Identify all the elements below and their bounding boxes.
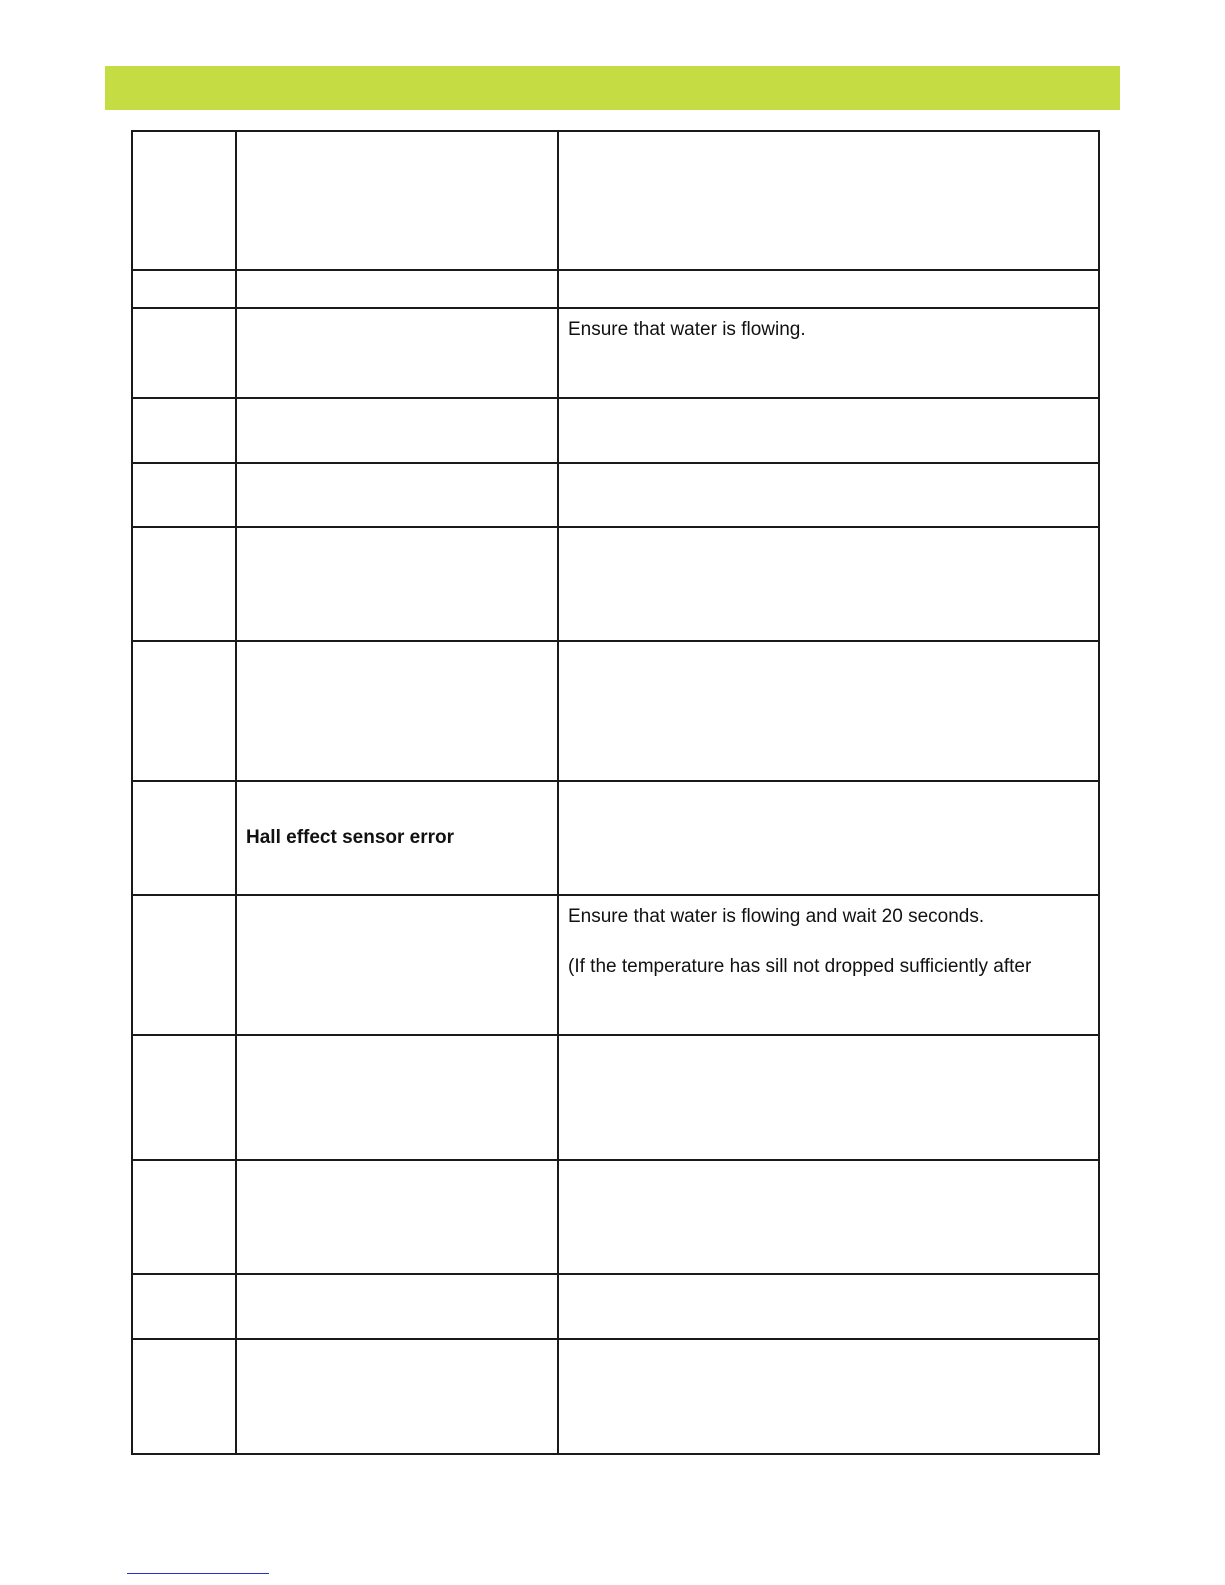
code-cell	[132, 641, 236, 781]
remedy-cell	[558, 1274, 1099, 1339]
remedy-cell	[558, 781, 1099, 895]
description-cell	[236, 527, 558, 641]
description-cell	[236, 641, 558, 781]
remedy-cell	[558, 398, 1099, 463]
description-cell	[236, 1339, 558, 1454]
code-cell	[132, 1035, 236, 1160]
code-cell	[132, 1339, 236, 1454]
section-header-bar	[105, 66, 1120, 110]
table-row	[132, 308, 1099, 398]
remedy-text: Ensure that water is flowing.	[568, 319, 806, 341]
table-row	[132, 1274, 1099, 1339]
table-row	[132, 1339, 1099, 1454]
table-row	[132, 131, 1099, 270]
remedy-cell	[558, 1339, 1099, 1454]
code-cell	[132, 1274, 236, 1339]
remedy-cell	[558, 641, 1099, 781]
code-cell	[132, 1160, 236, 1274]
error-code-table	[131, 130, 1100, 1455]
remedy-cell	[558, 1160, 1099, 1274]
table-row	[132, 895, 1099, 1035]
remedy-cell	[558, 308, 1099, 398]
table-row	[132, 527, 1099, 641]
code-cell	[132, 527, 236, 641]
remedy-cell	[558, 895, 1099, 1035]
remedy-text	[559, 896, 1098, 979]
code-cell	[132, 463, 236, 528]
description-cell	[236, 398, 558, 463]
code-cell	[132, 398, 236, 463]
code-cell	[132, 131, 236, 270]
table-row	[132, 270, 1099, 308]
remedy-cell	[558, 270, 1099, 308]
description-cell	[236, 270, 558, 308]
description-cell	[236, 1035, 558, 1160]
table-row	[132, 398, 1099, 463]
remedy-cell	[558, 527, 1099, 641]
table-row	[132, 781, 1099, 895]
description-cell	[236, 131, 558, 270]
remedy-cell	[558, 463, 1099, 528]
description-cell	[236, 308, 558, 398]
table-row	[132, 641, 1099, 781]
remedy-line-2: (If the temperature has sill not dropped sufficiently after	[568, 956, 1032, 978]
code-cell	[132, 270, 236, 308]
table-row	[132, 463, 1099, 528]
description-cell	[236, 895, 558, 1035]
footer-link-underline[interactable]	[127, 1573, 269, 1574]
table-row	[132, 1035, 1099, 1160]
remedy-cell	[558, 1035, 1099, 1160]
description-cell	[236, 463, 558, 528]
description-cell	[236, 1160, 558, 1274]
table-row	[132, 1160, 1099, 1274]
code-cell	[132, 781, 236, 895]
remedy-cell	[558, 131, 1099, 270]
description-cell	[236, 781, 558, 895]
remedy-line-1: Ensure that water is flowing and wait 20 seconds.	[568, 906, 985, 928]
description-cell	[236, 1274, 558, 1339]
code-cell	[132, 308, 236, 398]
error-description: Hall effect sensor error	[246, 827, 455, 849]
code-cell	[132, 895, 236, 1035]
